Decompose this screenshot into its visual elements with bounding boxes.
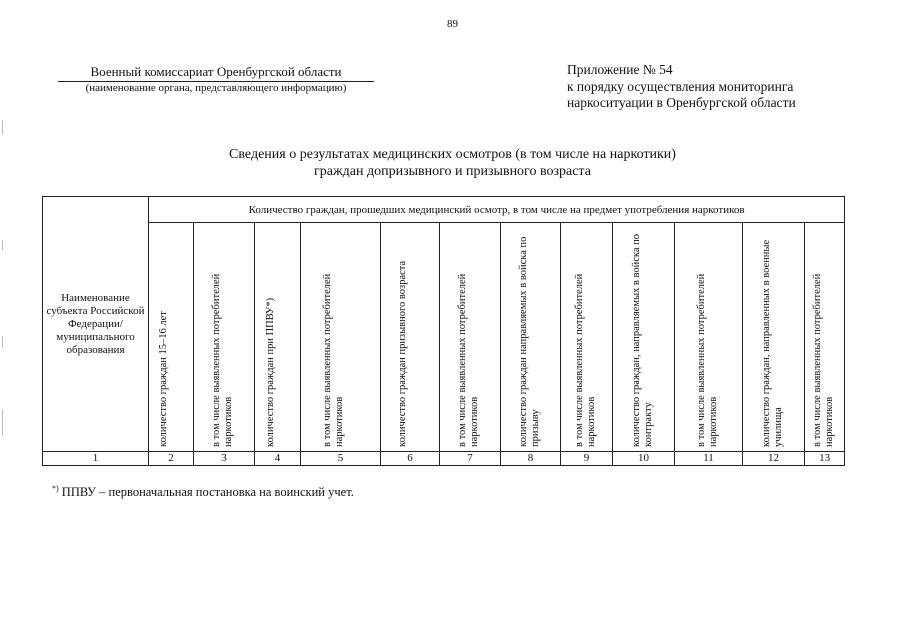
column-header (501, 223, 561, 452)
column-header-text: количество граждан 15–16 лет (158, 311, 169, 447)
column-header (675, 223, 743, 452)
column-header (149, 223, 194, 452)
column-header (194, 223, 255, 452)
report-table (42, 196, 845, 466)
column-number: 1 (43, 452, 149, 466)
column-header (613, 223, 675, 452)
column-header-text: количество граждан при ППВУ*) (264, 297, 276, 447)
margin-mark (2, 336, 3, 348)
title-line: граждан допризывного и призывного возраста (314, 164, 591, 179)
margin-mark (2, 120, 3, 134)
column-number: 10 (613, 452, 675, 466)
organization-name: Военный комиссариат Оренбургской области (58, 64, 374, 82)
column-header (255, 223, 301, 452)
footnote-text: ППВУ – первоначальная постановка на воинский учет. (58, 485, 354, 500)
margin-mark (2, 240, 3, 250)
document-title (0, 146, 905, 180)
column-header (743, 223, 805, 452)
column-number: 11 (675, 452, 743, 466)
column-header-text: в том числе выявленных потребителей наркотиков (811, 273, 835, 447)
annex-line: к порядку осуществления мониторинга (567, 78, 794, 94)
column-number: 6 (381, 452, 440, 466)
footnote (52, 484, 354, 500)
column-number: 4 (255, 452, 301, 466)
column-header (381, 223, 440, 452)
column-number: 7 (440, 452, 501, 466)
column-number: 9 (561, 452, 613, 466)
column-number: 3 (194, 452, 255, 466)
annex-line: наркоситуации в Оренбургской области (567, 95, 796, 110)
column-number: 13 (805, 452, 845, 466)
column-number-row (43, 452, 845, 466)
column-header-text: количество граждан призывного возраста (397, 260, 408, 447)
annex-reference (567, 62, 796, 112)
annex-line: Приложение № 54 (567, 62, 673, 77)
page-number: 89 (447, 18, 458, 30)
column-header-text: в том числе выявленных потребителей наркотиков (457, 273, 480, 447)
column-number: 12 (743, 452, 805, 466)
title-line: Сведения о результатах медицинских осмотров (в том числе на наркотики) (229, 147, 676, 162)
column-header (805, 223, 845, 452)
column-number: 8 (501, 452, 561, 466)
column-header-text: в том числе выявленных потребителей наркотиков (573, 273, 597, 447)
header-subject-name: Наименование субъекта Российской Федерации/ муниципального образования (43, 197, 149, 452)
column-header (440, 223, 501, 452)
column-header-text: в том числе выявленных потребителей наркотиков (211, 273, 234, 447)
header-group: Количество граждан, прошедших медицинский осмотр, в том числе на предмет употребления наркотиков (149, 197, 845, 223)
column-number: 5 (301, 452, 381, 466)
organization-caption: (наименование органа, представляющего информацию) (85, 82, 347, 94)
column-header-text: количество граждан, направленных в военные училища (760, 239, 784, 447)
column-header (301, 223, 381, 452)
column-header-text: количество граждан, направляемых в войска по контракту (630, 234, 654, 447)
footnote-marker: *) (52, 484, 59, 493)
column-header-text: количество граждан направляемых в войска по призыву (517, 236, 541, 447)
column-header-text: в том числе выявленных потребителей наркотиков (695, 273, 719, 447)
column-number: 2 (149, 452, 194, 466)
margin-mark (2, 410, 3, 436)
column-header-text: в том числе выявленных потребителей наркотиков (321, 273, 345, 447)
column-header (561, 223, 613, 452)
